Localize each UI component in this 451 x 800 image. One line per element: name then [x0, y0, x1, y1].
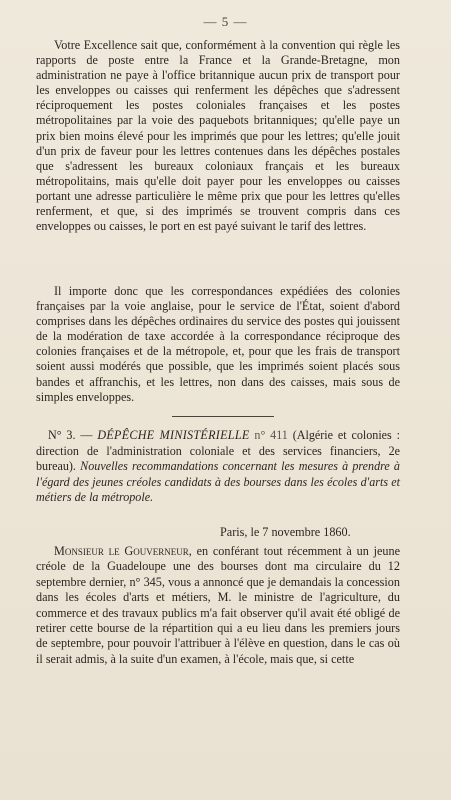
dispatch-subject: Nouvelles recommandations concernant les mesures à prendre à l'égard des jeunes créoles candidats à des bourses dans les écoles d'arts et métiers de la métropole.: [36, 459, 400, 505]
dispatch-header: [36, 428, 400, 506]
dispatch-title: DÉPÊCHE MINISTÉRIELLE: [97, 428, 250, 442]
section-divider: [172, 416, 274, 417]
paragraph-correspondence-instructions: Il importe donc que les correspondances expédiées des colonies françaises par la voie anglaise, pour le service de l'État, soient d'abord comprises dans les dépêches ordinaires du service des postes qui jouissent de la modération de taxe accordée à la correspondance réciproque des colonies françaises et de la métropole, et, pour que les frais de transport soient aussi modérés que possible, que les imprimés soient placés sous bandes et affranchis, et les lettres, non dans des caisses, mais sous de simples enveloppes.: [36, 284, 400, 404]
dispatch-reference: n° 411: [254, 428, 288, 442]
dispatch-number: N° 3. —: [48, 428, 93, 442]
dispatch-source: (Algérie et colonies : direction de l'administration coloniale et des services financiers, 2e bureau).: [36, 428, 400, 474]
page-number: — 5 —: [203, 14, 248, 29]
dispatch-dateline: Paris, le 7 novembre 1860.: [220, 525, 351, 539]
paragraph-postal-convention: Votre Excellence sait que, conformément à la convention qui règle les rapports de poste entre la France et la Grande-Bretagne, mon administration ne paye à l'office britannique aucun prix de transport pour les enveloppes ou caisses qui renferment les dépêches que s'adressent réciproquement les postes coloniales françaises et les postes métropolitaines par la voie des paquebots britanniques; qu'elle paye un prix bien moins élevé pour les imprimés que pour les lettres; qu'elle jouit d'un prix de faveur pour les lettres contenues dans les dépêches postales que s'adressent les bureaux coloniaux français et les bureaux métropolitains, mais qu'elle doit payer pour les enveloppes ou caisses portant une adresse particulière le même prix que pour les lettres qu'elles renferment, et que, si des imprimés se trouvent compris dans ces enveloppes ou caisses, le port en est payé suivant le tarif des lettres.: [36, 38, 400, 234]
letter-text: en conférant tout récemment à un jeune créole de la Guadeloupe une des bourses dont ma circulaire du 12 septembre dernier, n° 345, vous a annoncé que je demandais la concession dans les écoles d'arts et métiers, M. le ministre de l'agriculture, du commerce et des travaux publics m'a fait observer qu'il avait été obligé de retirer cette bourse de la répartition qui a eu lieu dans les premiers jours de septembre, pour pouvoir l'attribuer à l'élève en question, dans le cas où il serait admis, à la suite d'un examen, à l'école, mais que, si cette: [36, 544, 400, 666]
letter-salutation: Monsieur le Gouverneur,: [54, 544, 192, 558]
letter-body: [36, 544, 400, 667]
